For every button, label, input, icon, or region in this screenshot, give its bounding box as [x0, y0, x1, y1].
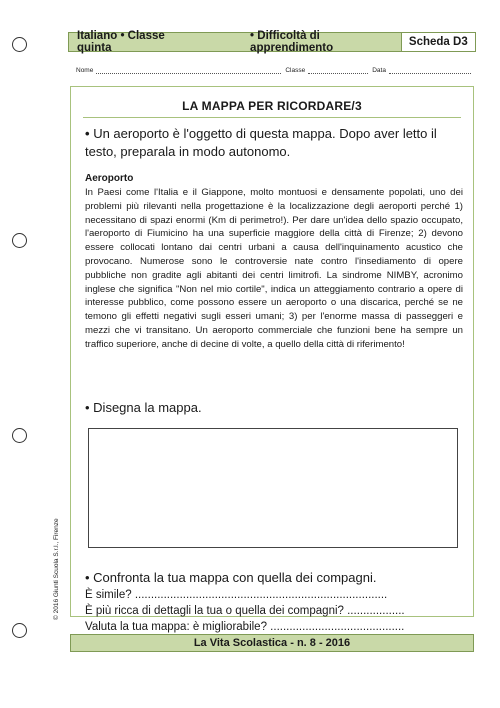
question-2: È più ricca di dettagli la tua o quella dei compagni? .................. [85, 605, 405, 617]
classe-label: Classe [285, 67, 306, 74]
copyright-note: © 2016 Giunti Scuola S.r.l., Firenze [53, 518, 60, 620]
scheda-badge: Scheda D3 [401, 33, 475, 51]
question-1: È simile? ............................................................................... [85, 589, 388, 601]
instruction-1 [85, 125, 465, 161]
map-drawing-area[interactable] [88, 428, 458, 548]
worksheet-title: LA MAPPA PER RICORDARE/3 [182, 99, 362, 113]
binder-hole-2 [12, 233, 27, 248]
instruction-1-text: Un aeroporto è l'oggetto di questa mappa. Dopo aver letto il testo, preparala in modo autonomo. [85, 126, 437, 159]
binder-hole-4 [12, 623, 27, 638]
footer-bar: La Vita Scolastica - n. 8 - 2016 [70, 634, 474, 652]
nome-field[interactable] [96, 67, 281, 74]
section-text: In Paesi come l'Italia e il Giappone, molto montuosi e densamente popolati, uno dei problemi più rilevanti nella progettazione è la localizzazione degli aeroporti perché 1) necessitano di spazi enormi (Km di perimetro!). Per dare un'idea dello spazio occupato, l'aeroporto di Fiumicino ha una superficie maggiore della città di Firenze; 2) devono essere collocati lontano dai centri urbani a causa dell'inquinamento acustico che provocano. Numerose sono le controversie nate contro l'insediamento di opere pubbliche non gradite agli abitanti dei centri limitrofi. La sindrome NIMBY, acronimo inglese che significa "Non nel mio cortile", indica un atteggiamento contrario a opere di interesse pubblico, come possono essere un aeroporto o una discarica, perché se ne temono gli effetti negativi sugli esseri umani; 3) per l'enorme massa di passeggeri e mezzi che vi transitano. Un aeroporto commerciale che funzioni bene ha sempre un traffico superiore, anche di decine di volte, a quello della città di riferimento! [85, 187, 463, 350]
header-topic: • Difficoltà di apprendimento [250, 30, 334, 54]
instruction-3: • Confronta la tua mappa con quella dei compagni. [85, 570, 377, 585]
instruction-2: • Disegna la mappa. [85, 400, 202, 415]
header-subject: Italiano • Classe quinta [77, 30, 165, 54]
bullet: • [85, 126, 90, 141]
question-3: Valuta la tua mappa: è migliorabile? .......................................... [85, 621, 405, 633]
header-bar [68, 32, 476, 52]
binder-hole-3 [12, 428, 27, 443]
data-field[interactable] [389, 67, 471, 74]
title-divider [83, 117, 461, 118]
section-title: Aeroporto [85, 173, 134, 184]
classe-field[interactable] [308, 67, 368, 74]
student-info-line [76, 67, 476, 74]
worksheet-frame [70, 86, 474, 633]
data-label: Data [372, 67, 386, 74]
nome-label: Nome [76, 67, 94, 74]
binder-hole-1 [12, 37, 27, 52]
